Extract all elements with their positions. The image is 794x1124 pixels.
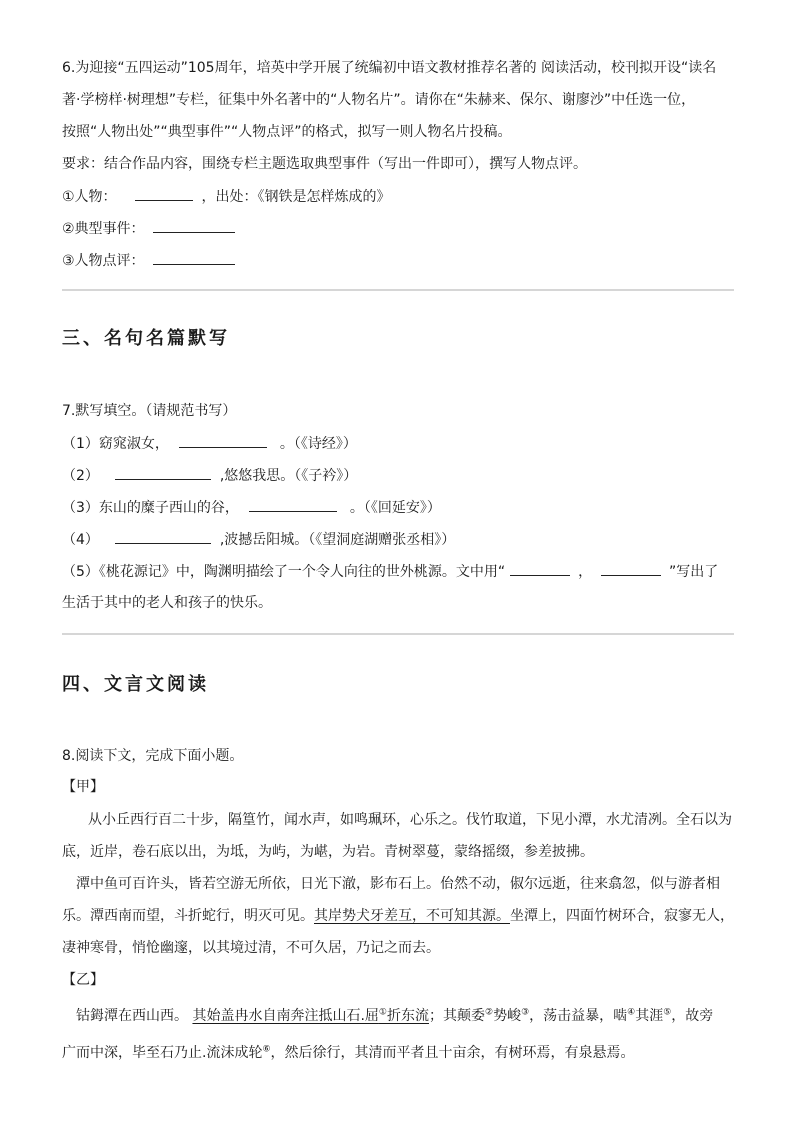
passage-jia-p2-line-3: 凄神寒骨，悄怆幽邃，以其境过清，不可久居，乃记之而去。 xyxy=(62,940,440,956)
yi-text-b: ；其颠委 xyxy=(428,1008,485,1024)
passage-jia-p1-line-1: 从小丘西行百二十步，隔篁竹，闻水声，如鸣珮环，心乐之。伐竹取道，下见小潭，水尤清冽。全石以为 xyxy=(88,812,732,828)
q6-prompt-line-1: 6.为迎接“五四运动”105周年，培英中学开展了统编初中语文教材推荐名著的 阅读活动，校刊拟开设“读名 xyxy=(62,60,717,76)
q7-s1-blank[interactable] xyxy=(179,433,267,448)
q6-comment-label: ③人物点评： xyxy=(62,253,145,269)
q7-s2-suffix: ,悠悠我思。（《子衿》） xyxy=(219,468,358,484)
yi-text-f: ，故旁 xyxy=(671,1008,714,1024)
footnote-2-marker: ② xyxy=(484,1007,494,1018)
q6-item-character xyxy=(62,186,390,207)
yi-text-c: 势峻 xyxy=(493,1008,522,1024)
yi-underlined-part-2: 折东流 xyxy=(386,1008,429,1024)
q8-intro: 8.阅读下文，完成下面小题。 xyxy=(62,748,244,764)
passage-jia-label: 【甲】 xyxy=(62,779,104,795)
q6-character-blank[interactable] xyxy=(135,186,193,201)
q6-event-blank[interactable] xyxy=(153,218,235,233)
q7-s5-prefix: （5）《桃花源记》中，陶渊明描绘了一个令人向往的世外桃源。文中用“ xyxy=(62,564,506,580)
yi-text-a: 钴鉧潭在西山西。 xyxy=(76,1008,188,1024)
q7-sentence-4 xyxy=(62,529,455,550)
q7-s3-blank[interactable] xyxy=(249,497,337,512)
yi-text-d: ，荡击益暴，啮 xyxy=(529,1008,628,1024)
section-divider xyxy=(62,633,734,635)
q7-s3-prefix: （3）东山的糜子西山的谷， xyxy=(62,500,239,516)
q7-intro: 7.默写填空。（请规范书写） xyxy=(62,403,237,419)
q7-s5-separator: ， xyxy=(578,564,593,580)
footnote-6-marker: ⑥ xyxy=(262,1044,271,1055)
q6-comment-blank[interactable] xyxy=(153,250,235,265)
q6-prompt-line-3: 按照“人物出处”“典型事件”“人物点评”的格式，拟写一则人物名片投稿。 xyxy=(62,124,512,140)
q7-s5-continuation: 生活于其中的老人和孩子的快乐。 xyxy=(62,595,272,611)
q7-s4-suffix: ,波撼岳阳城。（《望洞庭湖赠张丞相》） xyxy=(219,532,456,548)
jia-p2-text-b: 坐潭上，四面竹树环合，寂寥无人， xyxy=(510,908,734,924)
passage-yi-line-1 xyxy=(76,1006,713,1026)
q6-event-label: ②典型事件： xyxy=(62,221,145,237)
yi-underlined-sentence xyxy=(192,1008,429,1024)
yi-underlined-part-1: 其始盖冉水自南奔注抵山石.屈 xyxy=(192,1008,379,1024)
section-divider xyxy=(62,289,734,291)
q7-s2-prefix: （2） xyxy=(62,468,99,484)
q7-sentence-3 xyxy=(62,497,441,518)
section-4-title: 四、文言文阅读 xyxy=(62,674,209,695)
footnote-5-marker: ⑤ xyxy=(663,1007,672,1018)
footnote-1-marker: ① xyxy=(378,1007,387,1018)
passage-jia-p2-line-2 xyxy=(62,906,734,926)
q7-sentence-2 xyxy=(62,465,357,486)
q7-sentence-5 xyxy=(62,561,718,582)
yi-text-g: 广而中深，毕至石乃止.流沫成轮 xyxy=(62,1045,263,1061)
q7-s1-suffix: 。（《诗经》） xyxy=(279,436,357,452)
footnote-4-marker: ④ xyxy=(627,1007,636,1018)
jia-underlined-sentence: 其岸势犬牙差互，不可知其源。 xyxy=(314,908,510,924)
passage-yi-line-2 xyxy=(62,1043,635,1063)
q7-s2-blank[interactable] xyxy=(115,465,211,480)
jia-p2-text-a: 乐。潭西南而望，斗折蛇行，明灭可见。 xyxy=(62,908,314,924)
section-3-title: 三、名句名篇默写 xyxy=(62,328,230,349)
q6-source-text: ，出处：《钢铁是怎样炼成的》 xyxy=(201,189,391,205)
passage-yi-label: 【乙】 xyxy=(62,972,104,988)
q7-sentence-1 xyxy=(62,433,357,454)
q6-prompt-line-2: 著·学榜样·树理想”专栏，征集中外名著中的“人物名片”。请你在“朱赫来、保尔、谢廖沙”中任选一位， xyxy=(62,92,696,108)
q6-requirement: 要求：结合作品内容，围绕专栏主题选取典型事件（写出一件即可），撰写人物点评。 xyxy=(62,156,587,172)
passage-jia-p1-line-2: 底，近岸，卷石底以出，为坻，为屿，为嵁，为岩。青树翠蔓，蒙络摇缀，参差披拂。 xyxy=(62,844,594,860)
q7-s5-blank-2[interactable] xyxy=(601,561,661,576)
passage-jia-p2-line-1: 潭中鱼可百许头，皆若空游无所依，日光下澈，影布石上。佁然不动，俶尔远逝，往来翕忽，似与游者相 xyxy=(76,876,720,892)
yi-text-e: 其涯 xyxy=(635,1008,664,1024)
yi-text-h: ，然后徐行，其清而平者且十亩余，有树环焉，有泉悬焉。 xyxy=(270,1045,635,1061)
footnote-3-marker: ③ xyxy=(521,1007,530,1018)
q6-item-comment xyxy=(62,250,239,271)
q6-item-event xyxy=(62,218,239,239)
q7-s4-prefix: （4） xyxy=(62,532,99,548)
q6-character-label: ①人物： xyxy=(62,189,117,205)
q7-s5-blank-1[interactable] xyxy=(510,561,570,576)
q7-s3-suffix: 。（《回延安》） xyxy=(349,500,441,516)
q7-s1-prefix: （1）窈窕淑女， xyxy=(62,436,169,452)
q7-s5-suffix: ”写出了 xyxy=(668,564,719,580)
q7-s4-blank[interactable] xyxy=(115,529,211,544)
